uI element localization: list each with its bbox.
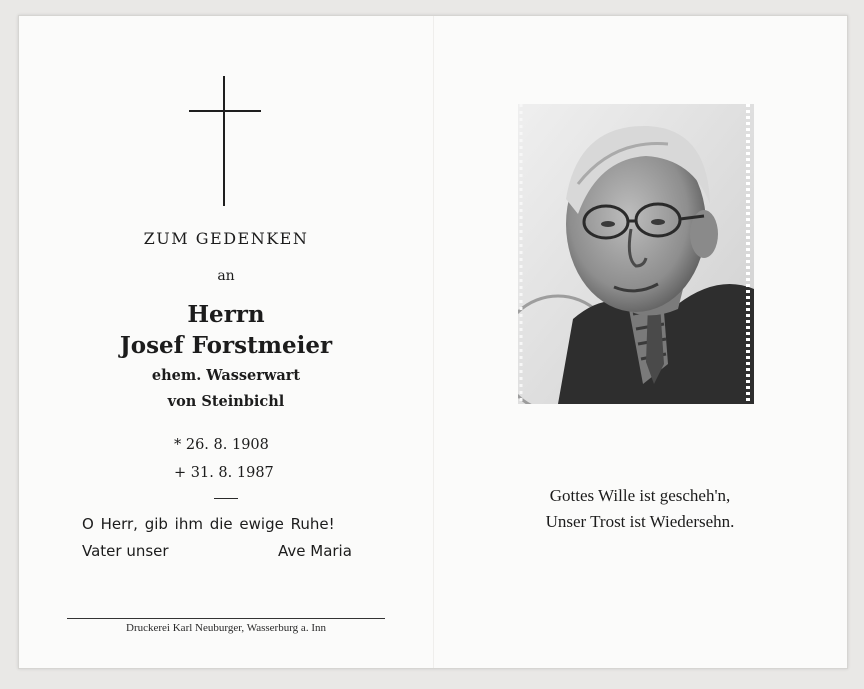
- deceased-name: Josef Forstmeier: [119, 332, 333, 359]
- heading: ZUM GEDENKEN: [143, 229, 309, 248]
- divider: [214, 498, 238, 499]
- preposition: an: [217, 268, 235, 284]
- prayer-ave-maria: Ave Maria: [278, 542, 352, 560]
- memorial-card: [18, 15, 848, 669]
- prayer-line: O Herr, gib ihm die ewige Ruhe!: [82, 515, 335, 533]
- verse-line-1: Gottes Wille ist gescheh'n,: [549, 486, 731, 505]
- prayer-vater-unser: Vater unser: [82, 542, 169, 560]
- left-panel: [19, 16, 433, 668]
- salutation: Herrn: [187, 301, 265, 328]
- footer-rule: [67, 618, 385, 619]
- deceased-role: ehem. Wasserwart: [151, 367, 301, 384]
- portrait-photo: [518, 104, 754, 404]
- verse-line-2: Unser Trost ist Wiedersehn.: [545, 512, 735, 531]
- printer-credit: Druckerei Karl Neuburger, Wasserburg a. Inn: [126, 622, 326, 634]
- card-fold: [433, 16, 434, 668]
- deceased-place: von Steinbichl: [167, 393, 285, 410]
- birth-date: * 26. 8. 1908: [174, 437, 269, 453]
- death-date: + 31. 8. 1987: [174, 465, 274, 481]
